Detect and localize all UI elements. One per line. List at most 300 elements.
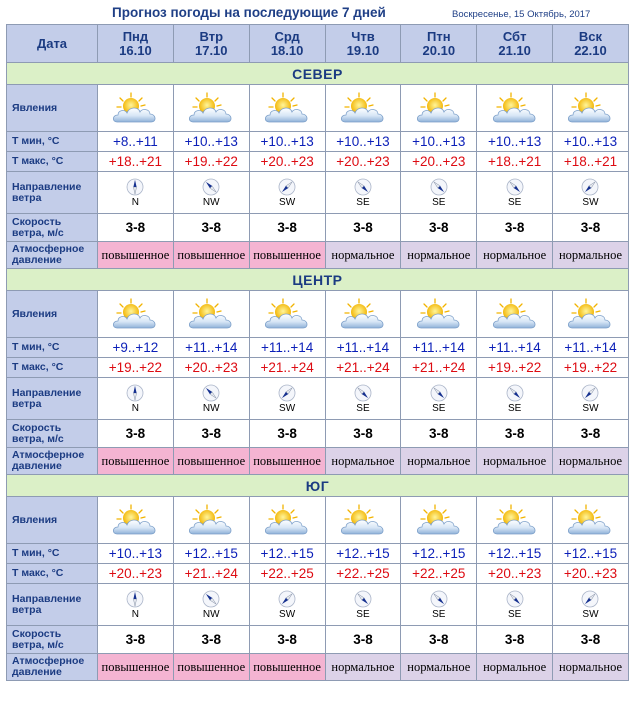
pressure-cell: нормальное [553,242,629,269]
row-label [7,626,98,654]
day-name: Срд [274,28,300,44]
wind-indicator [250,590,325,620]
partly-cloudy-icon [187,297,235,331]
row-label [7,152,98,172]
partly-cloudy-icon [187,503,235,537]
phenomena-row [7,291,629,338]
wind-speed-cell: 3-8 [477,214,553,242]
region-title: ЮГ [7,475,629,497]
day-name: Вск [578,28,603,44]
wind-direction-cell [553,584,629,626]
wind-direction-cell [173,172,249,214]
wind-indicator [250,384,325,414]
wind-indicator [174,178,249,208]
tmax-cell: +20..+23 [249,152,325,172]
day-date: 16.10 [119,42,152,58]
wind-indicator [174,590,249,620]
pressure-cell: нормальное [325,448,401,475]
tmin-cell: +10..+13 [477,132,553,152]
partly-cloudy-icon [263,297,311,331]
phenomena-cell [553,291,629,338]
row-label-text: Т мин, °С [12,547,60,559]
wind-speed-cell: 3-8 [98,420,174,448]
pressure-cell: повышенное [98,654,174,681]
wind-direction-text: SW [279,402,296,414]
row-label [7,358,98,378]
partly-cloudy-icon [491,91,539,125]
partly-cloudy-icon [339,91,387,125]
phenomena-cell [401,85,477,132]
row-label-text: Т мин, °С [12,135,60,147]
pressure-cell: повышенное [173,448,249,475]
tmin-cell: +10..+13 [401,132,477,152]
tmin-cell: +11..+14 [401,338,477,358]
pressure-cell: нормальное [401,242,477,269]
partly-cloudy-icon [263,503,311,537]
phenomena-cell [249,85,325,132]
wind-direction-cell [401,584,477,626]
pressure-cell: повышенное [249,242,325,269]
day-name: Птн [427,28,451,44]
tmax-row [7,564,629,584]
tmax-cell: +19..+22 [553,358,629,378]
day-header [325,25,401,63]
wind-speed-cell: 3-8 [173,626,249,654]
partly-cloudy-icon [491,503,539,537]
partly-cloudy-icon [187,91,235,125]
tmax-cell: +21..+24 [401,358,477,378]
row-label-text: ветра [12,397,42,410]
compass-icon [506,384,524,402]
day-header [477,25,553,63]
row-label-text: ветра, м/с [12,638,64,651]
compass-icon [278,590,296,608]
phenomena-cell [173,497,249,544]
wind-speed-cell: 3-8 [477,626,553,654]
wind-direction-text: SW [279,196,296,208]
wind-direction-text: SW [279,608,296,620]
forecast-header [0,0,633,24]
compass-icon [354,384,372,402]
row-label [7,584,98,626]
partly-cloudy-icon [415,91,463,125]
tmin-cell: +10..+13 [553,132,629,152]
partly-cloudy-icon [491,297,539,331]
tmin-row [7,338,629,358]
row-label-text: ветра [12,603,42,616]
pressure-row [7,448,629,475]
wind-direction-cell [553,378,629,420]
compass-icon [354,178,372,196]
row-label-text: давление [12,254,62,266]
wind-direction-cell [401,378,477,420]
wind-indicator [326,178,401,208]
tmin-cell: +12..+15 [553,544,629,564]
phenomena-cell [98,85,174,132]
tmax-cell: +21..+24 [249,358,325,378]
wind-direction-cell [98,172,174,214]
wind-direction-cell [477,378,553,420]
wind-direction-text: N [131,196,140,208]
partly-cloudy-icon [566,503,614,537]
tmax-cell: +18..+21 [477,152,553,172]
tmax-cell: +18..+21 [98,152,174,172]
wind-speed-cell: 3-8 [325,214,401,242]
row-label-text: Явления [12,513,58,526]
compass-icon [126,178,144,196]
day-name: Пнд [122,28,149,44]
day-date: 19.10 [346,42,380,58]
wind-direction-text: NW [202,196,220,208]
compass-icon [581,178,599,196]
wind-direction-row [7,584,629,626]
wind-direction-cell [98,378,174,420]
tmin-cell: +11..+14 [325,338,401,358]
row-label-text: давление [12,666,62,678]
day-date: 20.10 [422,42,456,58]
row-label-text: Явления [12,101,58,114]
phenomena-cell [553,85,629,132]
wind-direction-text: SE [432,196,446,208]
pressure-cell: нормальное [325,242,401,269]
tmin-cell: +11..+14 [173,338,249,358]
compass-icon [506,178,524,196]
region-row [7,475,629,497]
compass-icon [278,384,296,402]
wind-indicator [553,384,628,414]
tmax-cell: +22..+25 [401,564,477,584]
wind-speed-row [7,626,629,654]
day-header [401,25,477,63]
compass-icon [202,384,220,402]
day-header [553,25,629,63]
wind-indicator [250,178,325,208]
row-label-text: Т макс, °С [12,567,64,579]
partly-cloudy-icon [339,297,387,331]
day-name: Сбт [502,28,527,44]
tmax-cell: +19..+22 [173,152,249,172]
wind-speed-cell: 3-8 [553,420,629,448]
tmin-cell: +8..+11 [98,132,174,152]
wind-speed-cell: 3-8 [553,214,629,242]
compass-icon [126,384,144,402]
row-label-text: Атмосферное [12,449,85,461]
row-label [7,544,98,564]
wind-direction-text: SW [582,608,599,620]
wind-direction-text: SW [582,196,599,208]
day-header [98,25,174,63]
wind-direction-cell [173,378,249,420]
phenomena-cell [173,291,249,338]
day-name: Чтв [351,28,375,44]
tmin-cell: +12..+15 [401,544,477,564]
compass-icon [506,590,524,608]
wind-speed-cell: 3-8 [401,420,477,448]
day-header [173,25,249,63]
compass-icon [430,384,448,402]
pressure-cell: нормальное [553,448,629,475]
wind-speed-cell: 3-8 [249,626,325,654]
compass-icon [581,384,599,402]
pressure-row [7,242,629,269]
row-label-text: Скорость [12,215,62,228]
pressure-cell: нормальное [477,448,553,475]
tmin-cell: +9..+12 [98,338,174,358]
pressure-row [7,654,629,681]
row-label-text: Направление [12,386,82,399]
phenomena-cell [477,291,553,338]
tmax-row [7,358,629,378]
wind-direction-text: SE [356,196,370,208]
tmin-cell: +10..+13 [249,132,325,152]
partly-cloudy-icon [263,91,311,125]
wind-indicator [326,590,401,620]
tmin-cell: +12..+15 [325,544,401,564]
phenomena-cell [98,497,174,544]
row-label-text: давление [12,460,62,472]
wind-direction-text: NW [202,402,220,414]
row-label-text: Т макс, °С [12,155,64,167]
row-label-text: Скорость [12,421,62,434]
wind-indicator [174,384,249,414]
row-label [7,132,98,152]
wind-speed-cell: 3-8 [553,626,629,654]
wind-speed-cell: 3-8 [173,214,249,242]
wind-indicator [98,384,173,414]
pressure-cell: нормальное [401,448,477,475]
wind-speed-row [7,420,629,448]
partly-cloudy-icon [111,503,159,537]
compass-icon [430,590,448,608]
compass-icon [126,590,144,608]
row-label-text: ветра, м/с [12,226,64,239]
wind-speed-cell: 3-8 [401,626,477,654]
pressure-cell: нормальное [477,654,553,681]
pressure-cell: нормальное [401,654,477,681]
phenomena-cell [401,291,477,338]
row-label [7,420,98,448]
wind-speed-cell: 3-8 [325,420,401,448]
compass-icon [278,178,296,196]
days-header-row [7,25,629,63]
row-label-text: ветра [12,191,42,204]
wind-direction-cell [98,584,174,626]
forecast-table [6,24,629,681]
tmin-cell: +11..+14 [553,338,629,358]
tmin-cell: +10..+13 [173,132,249,152]
row-label [7,448,98,475]
phenomena-cell [173,85,249,132]
tmax-cell: +22..+25 [249,564,325,584]
compass-icon [430,178,448,196]
row-label-text: Направление [12,592,82,605]
phenomena-cell [401,497,477,544]
wind-speed-cell: 3-8 [98,626,174,654]
wind-indicator [401,178,476,208]
day-date: 21.10 [498,42,531,58]
pressure-cell: нормальное [325,654,401,681]
wind-speed-cell: 3-8 [401,214,477,242]
wind-indicator [553,590,628,620]
pressure-cell: повышенное [173,242,249,269]
pressure-cell: нормальное [553,654,629,681]
tmax-cell: +21..+24 [173,564,249,584]
pressure-cell: повышенное [249,654,325,681]
tmax-cell: +22..+25 [325,564,401,584]
row-label [7,378,98,420]
phenomena-cell [249,497,325,544]
pressure-cell: повышенное [98,242,174,269]
date-header: Дата [7,25,98,63]
region-title: ЦЕНТР [7,269,629,291]
current-date: Воскресенье, 15 Октябрь, 2017 [452,9,591,20]
wind-speed-cell: 3-8 [249,214,325,242]
row-label-text: Т мин, °С [12,341,60,353]
wind-direction-text: SW [582,402,599,414]
partly-cloudy-icon [566,91,614,125]
wind-indicator [98,178,173,208]
phenomena-cell [477,85,553,132]
phenomena-cell [98,291,174,338]
region-title: СЕВЕР [7,63,629,85]
row-label-text: Явления [12,307,58,320]
compass-icon [202,178,220,196]
row-label [7,497,98,544]
wind-direction-text: N [131,402,140,414]
phenomena-cell [553,497,629,544]
wind-direction-cell [325,584,401,626]
wind-indicator [401,590,476,620]
pressure-cell: повышенное [249,448,325,475]
wind-direction-cell [325,378,401,420]
row-label [7,564,98,584]
day-header [249,25,325,63]
row-label [7,654,98,681]
row-label [7,85,98,132]
tmax-cell: +19..+22 [98,358,174,378]
wind-direction-cell [401,172,477,214]
partly-cloudy-icon [415,503,463,537]
compass-icon [581,590,599,608]
wind-indicator [401,384,476,414]
tmin-cell: +10..+13 [98,544,174,564]
tmin-cell: +12..+15 [249,544,325,564]
region-row [7,63,629,85]
wind-indicator [326,384,401,414]
row-label-text: Атмосферное [12,243,85,255]
wind-indicator [553,178,628,208]
phenomena-row [7,85,629,132]
wind-direction-cell [477,584,553,626]
pressure-cell: повышенное [173,654,249,681]
wind-indicator [477,590,552,620]
row-label [7,291,98,338]
phenomena-cell [249,291,325,338]
partly-cloudy-icon [339,503,387,537]
tmax-row [7,152,629,172]
row-label [7,338,98,358]
wind-indicator [98,590,173,620]
day-date: 18.10 [270,42,304,58]
compass-icon [202,590,220,608]
forecast-title: Прогноз погоды на последующие 7 дней [112,5,386,20]
phenomena-cell [325,85,401,132]
wind-direction-text: N [131,608,140,620]
tmax-cell: +20..+23 [401,152,477,172]
tmax-cell: +21..+24 [325,358,401,378]
tmin-row [7,132,629,152]
partly-cloudy-icon [111,91,159,125]
region-row [7,269,629,291]
phenomena-cell [325,497,401,544]
wind-direction-cell [325,172,401,214]
wind-direction-cell [553,172,629,214]
partly-cloudy-icon [415,297,463,331]
wind-indicator [477,178,552,208]
wind-speed-cell: 3-8 [477,420,553,448]
phenomena-row [7,497,629,544]
wind-speed-cell: 3-8 [98,214,174,242]
wind-direction-cell [249,378,325,420]
tmin-cell: +11..+14 [249,338,325,358]
tmax-cell: +20..+23 [477,564,553,584]
tmax-cell: +20..+23 [173,358,249,378]
tmin-cell: +12..+15 [173,544,249,564]
wind-direction-text: SE [507,402,522,414]
tmin-row [7,544,629,564]
row-label-text: Скорость [12,627,62,640]
row-label-text: Т макс, °С [12,361,64,373]
phenomena-cell [477,497,553,544]
wind-direction-cell [477,172,553,214]
row-label [7,242,98,269]
wind-direction-cell [249,584,325,626]
wind-speed-cell: 3-8 [173,420,249,448]
wind-direction-text: SE [507,608,522,620]
wind-direction-text: SE [432,608,446,620]
wind-speed-cell: 3-8 [325,626,401,654]
wind-direction-text: SE [356,608,370,620]
day-name: Втр [199,28,224,44]
day-date: 22.10 [574,42,607,58]
row-label-text: Атмосферное [12,655,85,667]
partly-cloudy-icon [566,297,614,331]
wind-direction-row [7,378,629,420]
wind-speed-row [7,214,629,242]
day-date: 17.10 [194,42,228,58]
row-label [7,214,98,242]
tmax-cell: +20..+23 [98,564,174,584]
compass-icon [354,590,372,608]
wind-direction-text: SE [507,196,522,208]
wind-speed-cell: 3-8 [249,420,325,448]
partly-cloudy-icon [111,297,159,331]
tmax-cell: +19..+22 [477,358,553,378]
row-label [7,172,98,214]
tmax-cell: +20..+23 [325,152,401,172]
row-label-text: Направление [12,180,82,193]
wind-direction-text: SE [356,402,370,414]
tmax-cell: +20..+23 [553,564,629,584]
wind-direction-cell [173,584,249,626]
tmax-cell: +18..+21 [553,152,629,172]
phenomena-cell [325,291,401,338]
tmin-cell: +12..+15 [477,544,553,564]
wind-direction-text: SE [432,402,446,414]
wind-direction-cell [249,172,325,214]
tmin-cell: +11..+14 [477,338,553,358]
row-label-text: ветра, м/с [12,432,64,445]
